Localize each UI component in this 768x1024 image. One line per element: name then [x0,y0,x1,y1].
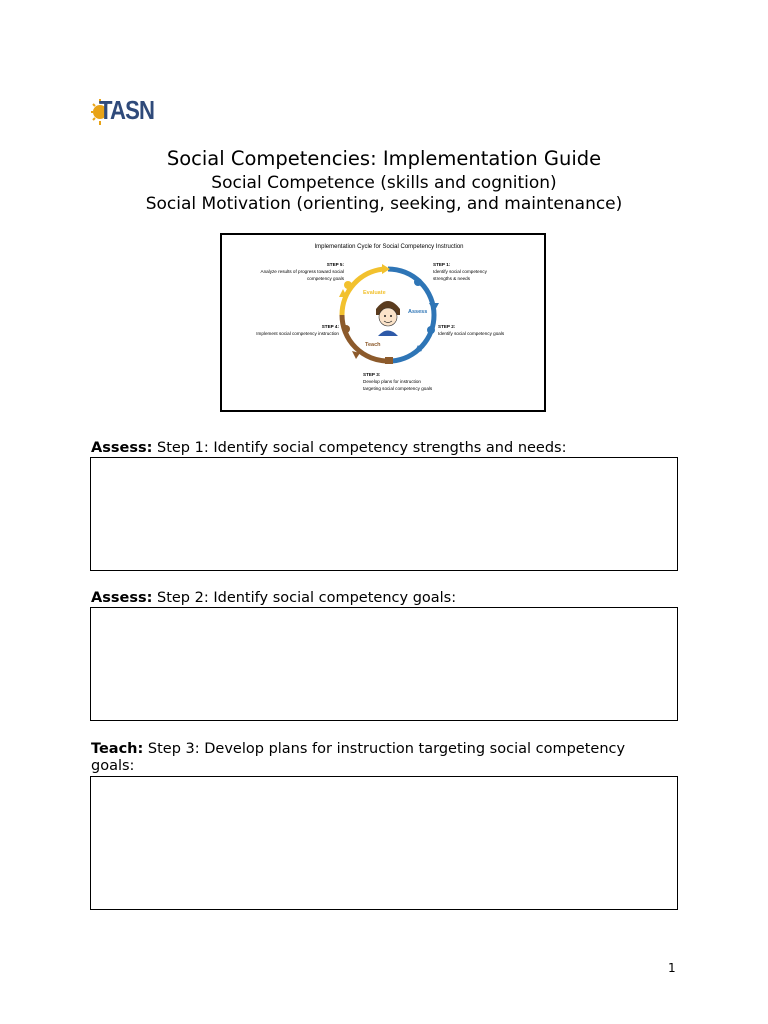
subtitle-social-competence: Social Competence (skills and cognition) [211,173,557,193]
section-step3-label [91,741,671,775]
cycle-arc-assess-2 [392,315,434,361]
section-step3-heading: Teach: [91,741,144,757]
section-step1-text: Step 1: Identify social competency strengths and needs: [152,440,567,456]
step2-response-box[interactable] [90,607,678,721]
step2-heading: STEP 2: [438,324,456,329]
step4-heading: STEP 4: [321,324,339,329]
label-teach: Teach [365,342,381,348]
step3-text-2: targeting social competency goals [363,386,433,391]
step5-text-1: Analyze results of progress toward social [260,269,344,274]
step5-text-2: competency goals [306,276,344,281]
figure-title: Implementation Cycle for Social Competency Instruction [314,244,464,250]
logo-text: TASN [99,95,155,125]
step1-marker-icon [414,278,422,286]
step1-response-box[interactable] [90,457,678,571]
section-step1-label [91,440,691,457]
section-step2-heading: Assess: [91,590,153,606]
step4-marker-icon [342,325,350,333]
step3-heading: STEP 3: [363,372,381,377]
step1-heading: STEP 1: [433,262,451,267]
step5-marker-icon [344,281,352,289]
arrow-icon [429,303,439,312]
subtitle-social-motivation: Social Motivation (orienting, seeking, and maintenance) [145,194,623,214]
step2-marker-icon [427,326,435,334]
section-step2-label [91,590,691,607]
page-number: 1 [668,961,676,975]
step1-text-1: Identify social competency [433,269,487,274]
step2-text-1: Identify social competency goals [438,331,505,336]
step3-response-box[interactable] [90,776,678,910]
step3-marker-icon [385,357,393,364]
page-title: Social Competencies: Implementation Guide [166,147,602,170]
section-step2-text: Step 2: Identify social competency goals: [152,590,457,606]
section-step3-text: Step 3: Develop plans for instruction targeting social competency goals: [91,741,626,774]
implementation-cycle-figure [220,233,546,412]
section-step1-heading: Assess: [91,440,153,456]
child-avatar-icon [376,301,400,336]
step5-heading: STEP 5: [326,262,344,267]
label-evaluate: Evaluate [363,290,386,296]
arrow-icon [382,264,390,274]
step3-text-1: Develop plans for instruction [363,379,421,384]
step4-text-1: Implement social competency instruction [256,331,339,336]
label-assess: Assess [408,309,428,315]
step1-text-2: strengths & needs [433,276,471,281]
